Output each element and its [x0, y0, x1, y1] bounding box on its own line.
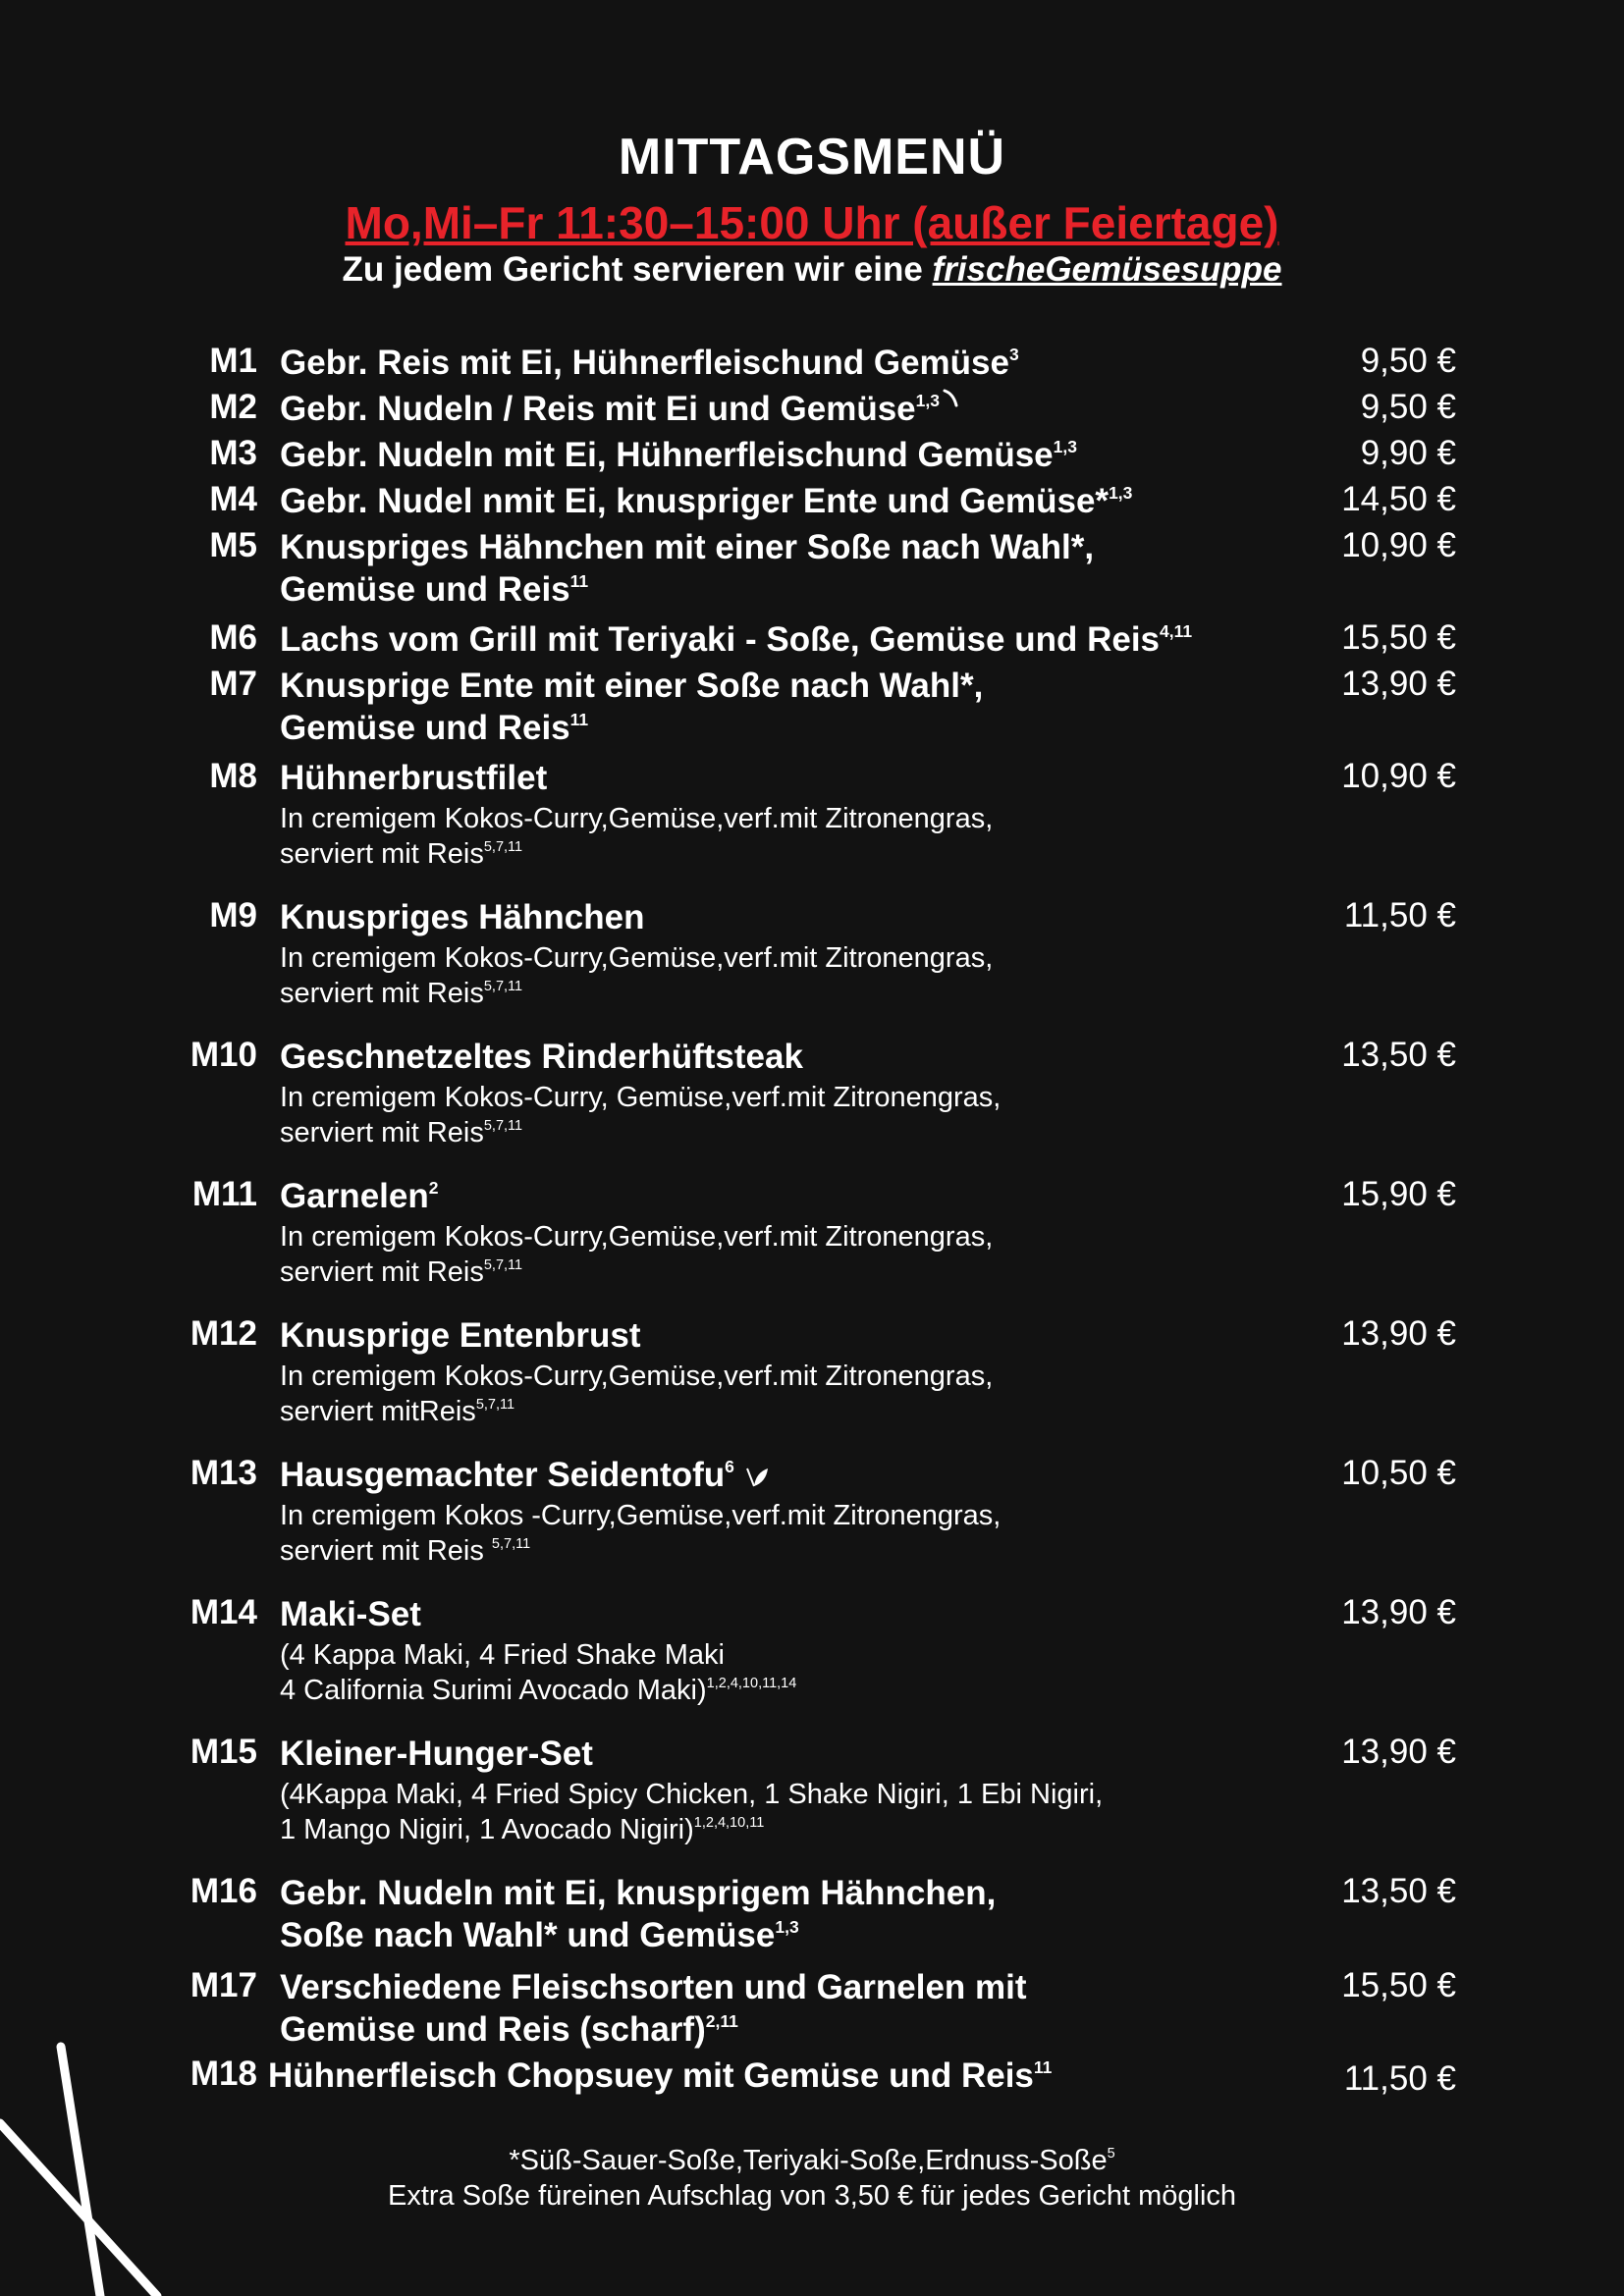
item-price: 13,90 €	[1341, 1314, 1456, 1353]
item-name: Gebr. Nudeln / Reis mit Ei und Gemüse$^{1,3}$	[280, 388, 959, 430]
chili-icon	[942, 388, 959, 409]
item-code: M4	[209, 480, 257, 518]
item-name: Knusprige Entenbrust	[280, 1316, 641, 1355]
item-name: Gebr. Nudeln mit Ei, knusprigem Hähnchen, Soße nach Wahl* und Gemüse$^{1,3}$	[280, 1874, 997, 1954]
item-price: 10,50 €	[1341, 1454, 1456, 1492]
item-name: Hühnerfleisch Chopsuey mit Gemüse und Reis$^{11}$	[268, 2056, 1053, 2095]
item-name: Hühnerbrustfilet	[280, 759, 548, 797]
item-code: M8	[209, 757, 257, 795]
item-price: 11,50 €	[1343, 896, 1456, 934]
item-name: Maki-Set	[280, 1595, 421, 1633]
item-description: In cremigem Kokos-Curry, Gemüse,verf.mit Zitronengras, serviert mit Reis$^{5,7,11}$	[280, 1082, 1001, 1148]
item-price: 15,50 €	[1341, 618, 1456, 657]
soup-name: frischeGemüsesuppe	[932, 250, 1282, 289]
item-price: 10,90 €	[1341, 757, 1456, 795]
item-name: Gebr. Nudeln mit Ei, Hühnerfleischund Gemüse$^{1,3}$	[280, 436, 1077, 474]
item-code: M2	[209, 388, 257, 426]
item-description: In cremigem Kokos-Curry,Gemüse,verf.mit Zitronengras, serviert mit Reis$^{5,7,11}$	[280, 942, 994, 1009]
item-code: M15	[189, 1733, 257, 1771]
item-description: In cremigem Kokos-Curry,Gemüse,verf.mit Zitronengras, serviert mit Reis$^{5,7,11}$	[280, 803, 994, 870]
item-description: (4Kappa Maki, 4 Fried Spicy Chicken, 1 Shake Nigiri, 1 Ebi Nigiri, 1 Mango Nigiri, 1 Avocado Nigiri)$^{1,2,4,10,11}$	[280, 1779, 1104, 1845]
item-price: 13,90 €	[1341, 665, 1456, 703]
item-code: M3	[209, 434, 257, 472]
item-code: M18	[189, 2055, 257, 2093]
item-code: M5	[209, 526, 257, 564]
item-code: M14	[189, 1593, 257, 1631]
item-price: 14,50 €	[1341, 480, 1456, 518]
item-code: M7	[209, 665, 257, 703]
item-code: M6	[209, 618, 257, 657]
item-name: Gebr. Reis mit Ei, Hühnerfleischund Gemüse$^3$	[280, 344, 1019, 382]
chopsticks-icon	[0, 2032, 187, 2296]
page-title: MITTAGSMENÜ	[618, 129, 1006, 186]
item-name: Gebr. Nudel nmit Ei, knuspriger Ente und Gemüse*$^{1,3}$	[280, 482, 1133, 520]
item-code: M17	[189, 1966, 257, 2004]
item-price: 11,50 €	[1343, 2059, 1456, 2098]
item-code: M9	[209, 896, 257, 934]
item-name: Kleiner-Hunger-Set	[280, 1735, 593, 1773]
item-code: M12	[189, 1314, 257, 1353]
opening-hours: Mo,Mi–Fr 11:30–15:00 Uhr (außer Feiertage)	[345, 197, 1279, 248]
item-name: Knusprige Ente mit einer Soße nach Wahl*, Gemüse und Reis$^{11}$	[280, 667, 984, 747]
item-code: M16	[189, 1872, 257, 1910]
item-price: 9,50 €	[1360, 388, 1456, 426]
item-code: M11	[191, 1175, 257, 1213]
item-name: Garnelen$^2$	[280, 1177, 439, 1215]
item-name: Lachs vom Grill mit Teriyaki - Soße, Gemüse und Reis$^{4,11}$	[280, 620, 1193, 659]
item-code: M13	[189, 1454, 257, 1492]
item-name: Hausgemachter Seidentofu$^6$	[280, 1454, 772, 1496]
item-name: Geschnetzeltes Rinderhüftsteak	[280, 1038, 803, 1076]
item-price: 9,50 €	[1360, 342, 1456, 380]
item-price: 15,90 €	[1341, 1175, 1456, 1213]
item-name: Knuspriges Hähnchen	[280, 898, 645, 936]
item-code: M10	[189, 1036, 257, 1074]
item-price: 15,50 €	[1341, 1966, 1456, 2004]
soup-note	[0, 250, 1624, 290]
extra-sauce-note: Extra Soße füreinen Aufschlag von 3,50 € für jedes Gericht möglich	[387, 2180, 1237, 2212]
item-description: In cremigem Kokos-Curry,Gemüse,verf.mit Zitronengras, serviert mitReis$^{5,7,11}$	[280, 1361, 994, 1427]
item-code: M1	[209, 342, 257, 380]
item-price: 13,50 €	[1341, 1872, 1456, 1910]
item-description: (4 Kappa Maki, 4 Fried Shake Maki 4 California Surimi Avocado Maki)$^{1,2,4,10,11,14}$	[280, 1639, 797, 1706]
item-price: 13,50 €	[1341, 1036, 1456, 1074]
item-price: 13,90 €	[1341, 1733, 1456, 1771]
item-name: Verschiedene Fleischsorten und Garnelen mit Gemüse und Reis (scharf)$^{2,11}$	[280, 1968, 1027, 2049]
item-description: In cremigem Kokos -Curry,Gemüse,verf.mit Zitronengras, serviert mit Reis $^{5,7,11}$	[280, 1500, 1001, 1567]
item-description: In cremigem Kokos-Curry,Gemüse,verf.mit Zitronengras, serviert mit Reis$^{5,7,11}$	[280, 1221, 994, 1288]
item-price: 10,90 €	[1341, 526, 1456, 564]
item-price: 13,90 €	[1341, 1593, 1456, 1631]
item-price: 9,90 €	[1360, 434, 1456, 472]
soup-intro: Zu jedem Gericht servieren wir eine	[342, 250, 933, 289]
leaf-icon	[744, 1465, 772, 1490]
item-name: Knuspriges Hähnchen mit einer Soße nach Wahl*, Gemüse und Reis$^{11}$	[280, 528, 1095, 609]
sauce-note: *Süß-Sauer-Soße,Teriyaki-Soße,Erdnuss-Soße$^5$	[509, 2145, 1115, 2176]
